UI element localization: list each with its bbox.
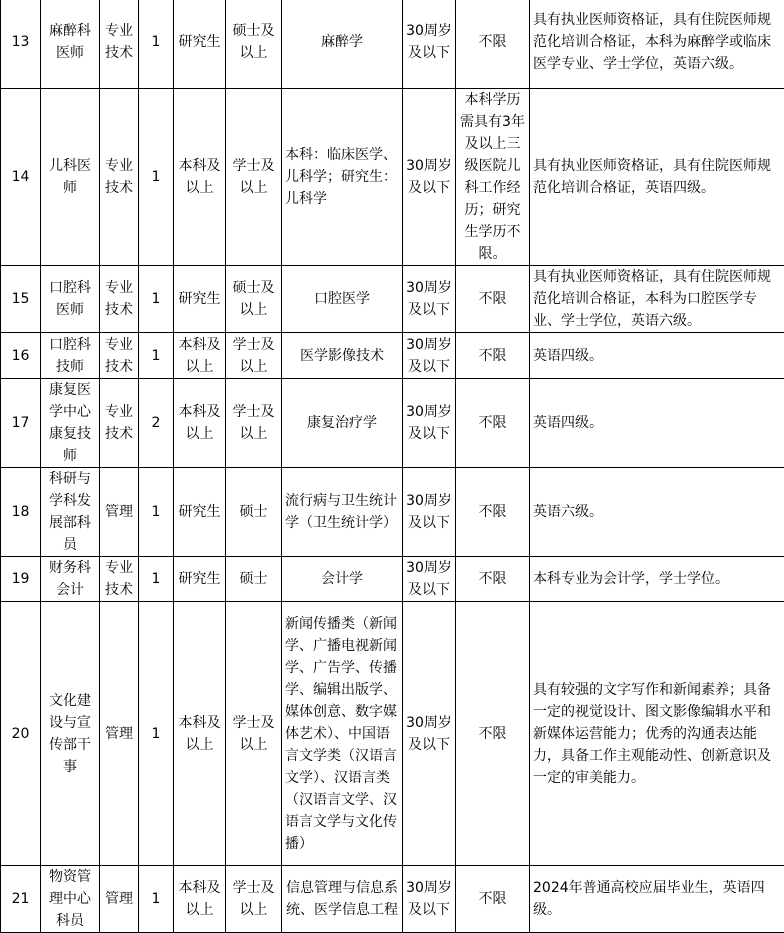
post-name: 儿科医师 <box>41 89 100 266</box>
education: 本科及以上 <box>174 333 226 379</box>
other-requirements: 2024年普通高校应届毕业生，英语四级。 <box>530 866 784 933</box>
experience: 不限 <box>456 379 530 468</box>
post-type: 专业技术 <box>100 266 139 333</box>
age-limit: 30周岁及以下 <box>403 866 456 933</box>
table-row <box>1 89 784 266</box>
education: 研究生 <box>174 0 226 89</box>
row-number: 13 <box>1 0 41 89</box>
age-limit: 30周岁及以下 <box>403 602 456 866</box>
post-name: 麻醉科医师 <box>41 0 100 89</box>
age-limit: 30周岁及以下 <box>403 266 456 333</box>
headcount: 2 <box>139 379 174 468</box>
table-row <box>1 468 784 557</box>
post-type: 管理 <box>100 866 139 933</box>
education: 本科及以上 <box>174 379 226 468</box>
post-name: 文化建设与宣传部干事 <box>41 602 100 866</box>
education: 研究生 <box>174 266 226 333</box>
row-number: 17 <box>1 379 41 468</box>
table-row <box>1 602 784 866</box>
degree: 学士及以上 <box>226 379 282 468</box>
table-row <box>1 333 784 379</box>
other-requirements: 英语四级。 <box>530 333 784 379</box>
post-type: 管理 <box>100 468 139 557</box>
table-row <box>1 379 784 468</box>
experience: 不限 <box>456 602 530 866</box>
table-row <box>1 266 784 333</box>
post-type: 专业技术 <box>100 333 139 379</box>
table-row <box>1 0 784 89</box>
age-limit: 30周岁及以下 <box>403 379 456 468</box>
degree: 学士及以上 <box>226 89 282 266</box>
major: 医学影像技术 <box>282 333 403 379</box>
degree: 硕士 <box>226 468 282 557</box>
major: 流行病与卫生统计学（卫生统计学） <box>282 468 403 557</box>
other-requirements: 具有执业医师资格证，具有住院医师规范化培训合格证，英语四级。 <box>530 89 784 266</box>
major: 会计学 <box>282 557 403 602</box>
headcount: 1 <box>139 333 174 379</box>
row-number: 21 <box>1 866 41 933</box>
other-requirements: 英语四级。 <box>530 379 784 468</box>
row-number: 14 <box>1 89 41 266</box>
other-requirements: 具有执业医师资格证，具有住院医师规范化培训合格证，本科为麻醉学或临床医学专业、学士学位，英语六级。 <box>530 0 784 89</box>
post-name: 科研与学科发展部科员 <box>41 468 100 557</box>
experience: 不限 <box>456 468 530 557</box>
post-type: 专业技术 <box>100 0 139 89</box>
experience: 不限 <box>456 266 530 333</box>
post-name: 财务科会计 <box>41 557 100 602</box>
major: 麻醉学 <box>282 0 403 89</box>
other-requirements: 本科专业为会计学，学士学位。 <box>530 557 784 602</box>
headcount: 1 <box>139 266 174 333</box>
post-name: 口腔科技师 <box>41 333 100 379</box>
education: 研究生 <box>174 557 226 602</box>
degree: 学士及以上 <box>226 866 282 933</box>
row-number: 20 <box>1 602 41 866</box>
age-limit: 30周岁及以下 <box>403 333 456 379</box>
major: 新闻传播类（新闻学、广播电视新闻学、广告学、传播学、编辑出版学、媒体创意、数字媒体艺术）、中国语言文学类（汉语言文学）、汉语言类（汉语言文学、汉语言文学与文化传播） <box>282 602 403 866</box>
degree: 硕士 <box>226 557 282 602</box>
age-limit: 30周岁及以下 <box>403 0 456 89</box>
row-number: 16 <box>1 333 41 379</box>
other-requirements: 英语六级。 <box>530 468 784 557</box>
post-type: 专业技术 <box>100 557 139 602</box>
headcount: 1 <box>139 468 174 557</box>
headcount: 1 <box>139 89 174 266</box>
experience: 本科学历需具有3年及以上三级医院儿科工作经历；研究生学历不限。 <box>456 89 530 266</box>
row-number: 15 <box>1 266 41 333</box>
headcount: 1 <box>139 602 174 866</box>
post-type: 专业技术 <box>100 89 139 266</box>
post-type: 管理 <box>100 602 139 866</box>
experience: 不限 <box>456 866 530 933</box>
education: 本科及以上 <box>174 89 226 266</box>
experience: 不限 <box>456 333 530 379</box>
age-limit: 30周岁及以下 <box>403 468 456 557</box>
education: 研究生 <box>174 468 226 557</box>
age-limit: 30周岁及以下 <box>403 557 456 602</box>
degree: 学士及以上 <box>226 602 282 866</box>
degree: 硕士及以上 <box>226 0 282 89</box>
row-number: 18 <box>1 468 41 557</box>
major: 信息管理与信息系统、医学信息工程 <box>282 866 403 933</box>
major: 口腔医学 <box>282 266 403 333</box>
headcount: 1 <box>139 866 174 933</box>
age-limit: 30周岁及以下 <box>403 89 456 266</box>
other-requirements: 具有较强的文字写作和新闻素养；具备一定的视觉设计、图文影像编辑水平和新媒体运营能力；优秀的沟通表达能力，具备工作主观能动性、创新意识及一定的审美能力。 <box>530 602 784 866</box>
degree: 硕士及以上 <box>226 266 282 333</box>
education: 本科及以上 <box>174 602 226 866</box>
major: 本科：临床医学、儿科学；研究生：儿科学 <box>282 89 403 266</box>
experience: 不限 <box>456 0 530 89</box>
experience: 不限 <box>456 557 530 602</box>
headcount: 1 <box>139 0 174 89</box>
post-name: 康复医学中心康复技师 <box>41 379 100 468</box>
degree: 学士及以上 <box>226 333 282 379</box>
post-name: 口腔科医师 <box>41 266 100 333</box>
table-row <box>1 866 784 933</box>
headcount: 1 <box>139 557 174 602</box>
table-row <box>1 557 784 602</box>
post-type: 专业技术 <box>100 379 139 468</box>
post-name: 物资管理中心科员 <box>41 866 100 933</box>
major: 康复治疗学 <box>282 379 403 468</box>
other-requirements: 具有执业医师资格证，具有住院医师规范化培训合格证，本科为口腔医学专业、学士学位，英语六级。 <box>530 266 784 333</box>
education: 本科及以上 <box>174 866 226 933</box>
row-number: 19 <box>1 557 41 602</box>
